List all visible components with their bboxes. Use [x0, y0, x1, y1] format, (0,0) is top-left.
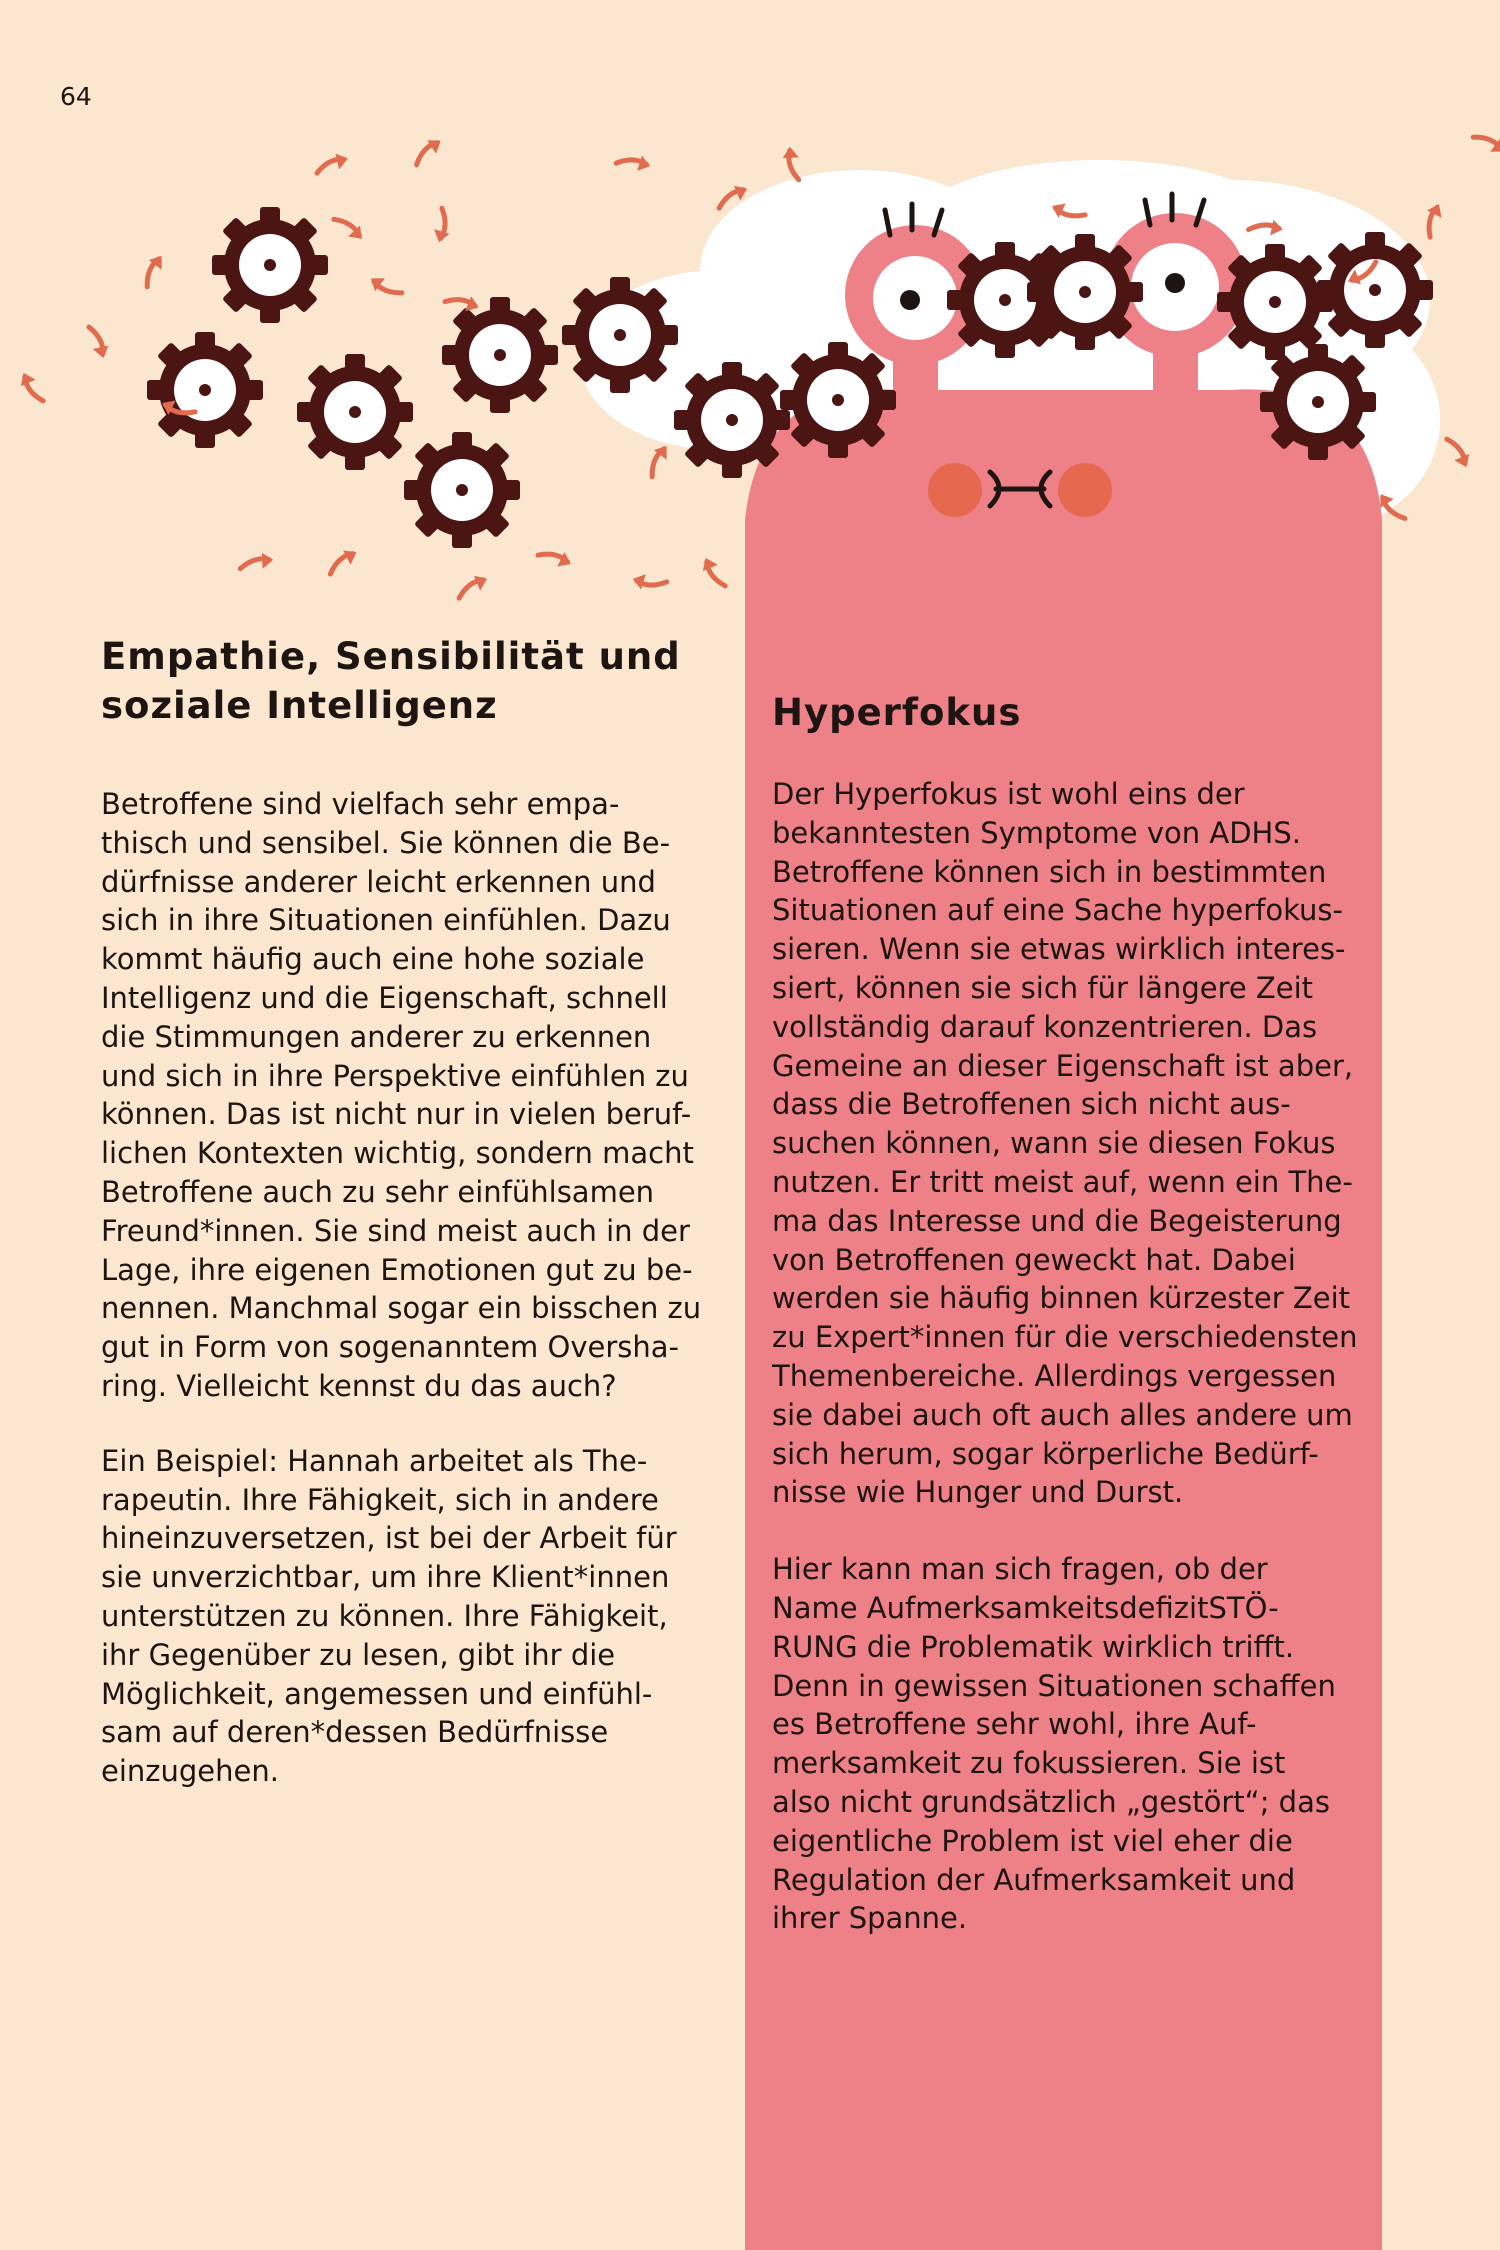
left-column: [101, 632, 721, 1791]
empathy-paragraph-1: Betroffene sind vielfach sehr empa- thisch und sensibel. Sie können die Be- dürfnisse anderer leicht erkennen und sich in ihre Situationen einfühlen. Dazu kommt häufig auch eine hohe soziale Intelligenz und die Eigenschaft, schnell die Stimmungen anderer zu erkennen und sich in ihre Perspektive einfühlen zu können. Das ist nicht nur in vielen beruf- lichen Kontexten wichtig, sondern macht Betroffene auch zu sehr einfühlsamen Freund*innen. Sie sind meist auch in der Lage, ihre eigenen Emotionen gut zu be- nennen. Manchmal sogar ein bisschen zu gut in Form von sogenanntem Oversha- ring. Vielleicht kennst du das auch?: [101, 787, 702, 1403]
section-heading-hyperfocus: Hyperfokus: [772, 691, 1022, 734]
hyperfocus-paragraph-2: Hier kann man sich fragen, ob der Name AufmerksamkeitsdefizitSTÖ- RUNG die Problematik wirklich trifft. Denn in gewissen Situationen schaffen es Betroffene sehr wohl, ihre Auf- merksamkeit zu fokussieren. Sie ist also nicht grundsätzlich „gestört“; das eigentliche Problem ist viel eher die Regulation der Aufmerksamkeit und ihrer Spanne.: [772, 1552, 1336, 1936]
section-heading-empathy: Empathie, Sensibilität und soziale Intelligenz: [101, 635, 681, 727]
hyperfocus-paragraph-1: Der Hyperfokus ist wohl eins der bekanntesten Symptome von ADHS. Betroffene können sich in bestimmten Situationen auf eine Sache hyperfokus- sieren. Wenn sie etwas wirklich interes- siert, können sie sich für längere Zeit vollständig darauf konzentrieren. Das Gemeine an dieser Eigenschaft ist aber, dass die Betroffenen sich nicht aus- suchen können, wann sie diesen Fokus nutzen. Er tritt meist auf, wenn ein The- ma das Interesse und die Begeisterung von Betroffenen geweckt hat. Dabei werden sie häufig binnen kürzester Zeit zu Expert*innen für die verschiedensten Themenbereiche. Allerdings vergessen sie dabei auch oft auch alles andere um sich herum, sogar körperliche Bedürf- nisse wie Hunger und Durst.: [772, 777, 1358, 1510]
right-column: [772, 688, 1392, 1938]
empathy-paragraph-2: Ein Beispiel: Hannah arbeitet als The- rapeutin. Ihre Fähigkeit, sich in andere hineinzuversetzen, ist bei der Arbeit für sie unverzichtbar, um ihre Klient*innen unterstützen zu können. Ihre Fähigkeit, ihr Gegenüber zu lesen, gibt ihr die Möglichkeit, angemessen und einfühl- sam auf deren*dessen Bedürfnisse einzugehen.: [101, 1443, 677, 1789]
page-number: 64: [60, 82, 92, 111]
